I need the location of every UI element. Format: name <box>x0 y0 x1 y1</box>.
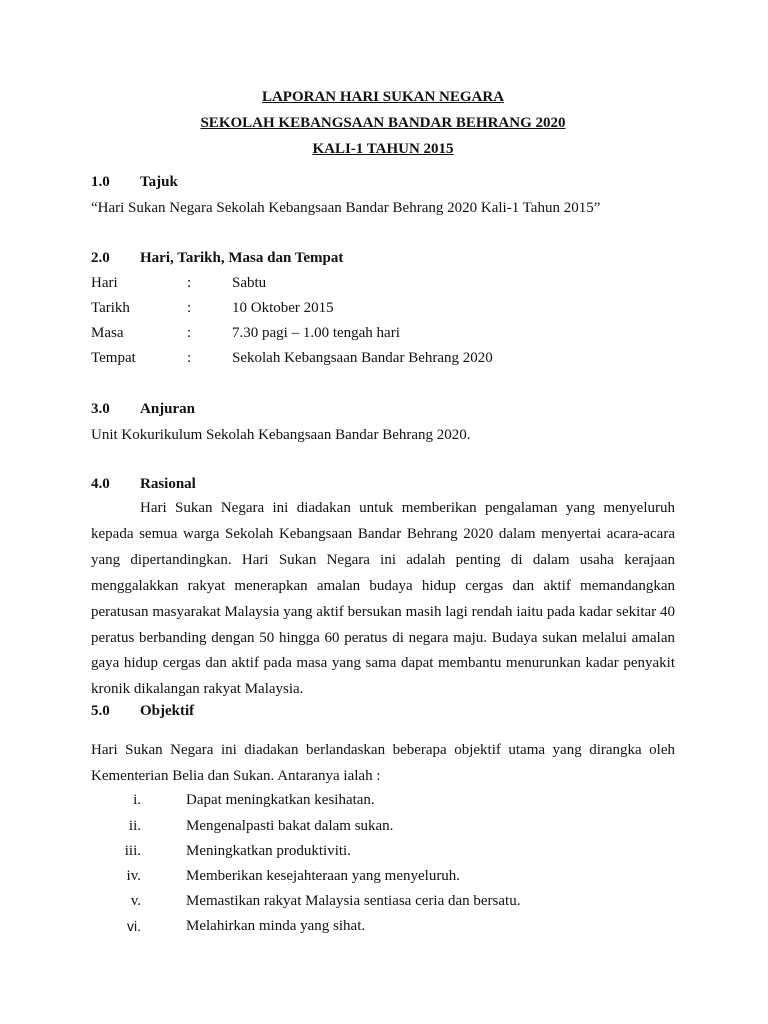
section-heading-hari-tarikh <box>91 248 675 268</box>
section-title: Objektif <box>140 703 195 719</box>
document-title-line-2: SEKOLAH KEBANGSAAN BANDAR BEHRANG 2020 <box>200 115 566 131</box>
info-colon: : <box>187 350 192 366</box>
info-colon: : <box>187 300 192 316</box>
section-heading-objektif <box>91 701 675 721</box>
info-label: Masa <box>91 325 124 341</box>
list-marker: i. <box>133 792 141 808</box>
info-colon: : <box>187 275 192 291</box>
list-marker: vi. <box>127 918 141 934</box>
section-title: Tajuk <box>140 174 178 190</box>
section-number: 4.0 <box>91 476 110 492</box>
section-number: 3.0 <box>91 401 110 417</box>
list-marker: iii. <box>124 843 141 859</box>
section-number: 1.0 <box>91 174 110 190</box>
list-item-text: Memastikan rakyat Malaysia sentiasa ceria dan bersatu. <box>186 893 521 909</box>
info-label: Tempat <box>91 350 136 366</box>
document-title-line-3: KALI-1 TAHUN 2015 <box>312 141 454 157</box>
document-title-line-1: LAPORAN HARI SUKAN NEGARA <box>261 89 505 105</box>
list-item-text: Melahirkan minda yang sihat. <box>186 918 366 934</box>
section-heading-anjuran <box>91 399 675 419</box>
info-label: Hari <box>91 275 118 291</box>
tajuk-text: “Hari Sukan Negara Sekolah Kebangsaan Bandar Behrang 2020 Kali-1 Tahun 2015” <box>91 200 601 216</box>
list-marker: ii. <box>128 818 141 834</box>
info-value: 7.30 pagi – 1.00 tengah hari <box>232 325 400 341</box>
section-title: Rasional <box>140 476 196 492</box>
info-value: Sekolah Kebangsaan Bandar Behrang 2020 <box>232 350 493 366</box>
document-page <box>91 0 675 1024</box>
info-value: 10 Oktober 2015 <box>232 300 334 316</box>
list-item-text: Dapat meningkatkan kesihatan. <box>186 792 375 808</box>
info-colon: : <box>187 325 192 341</box>
objektif-intro: Hari Sukan Negara ini diadakan berlandaskan beberapa objektif utama yang dirangka oleh Kementerian Belia dan Sukan. Antaranya ialah : <box>91 742 675 784</box>
rasional-text: Hari Sukan Negara ini diadakan untuk memberikan pengalaman yang menyeluruh kepada semua warga Sekolah Kebangsaan Bandar Behrang 2020 dalam menyertai acara-acara yang dipertandingkan. Hari Sukan Negara ini adalah penting di dalam usaha kerajaan menggalakkan rakyat menerapkan amalan budaya hidup cergas dan aktif memandangkan peratusan masyarakat Malaysia yang aktif bersukan masih lagi rendah iaitu pada kadar sekitar 40 peratus berbanding dengan 50 hingga 60 peratus di negara maju. Budaya sukan melalui amalan gaya hidup cergas dan aktif pada masa yang sama dapat membantu menurunkan kadar penyakit kronik dikalangan rakyat Malaysia. <box>91 500 675 698</box>
list-item-text: Mengenalpasti bakat dalam sukan. <box>186 818 394 834</box>
rasional-paragraph <box>91 496 675 703</box>
list-marker: v. <box>130 893 141 909</box>
list-marker: iv. <box>126 868 141 884</box>
anjuran-text: Unit Kokurikulum Sekolah Kebangsaan Bandar Behrang 2020. <box>91 427 471 443</box>
info-value: Sabtu <box>232 275 267 291</box>
section-title: Hari, Tarikh, Masa dan Tempat <box>140 250 344 266</box>
section-number: 5.0 <box>91 703 110 719</box>
section-heading-tajuk <box>91 172 675 192</box>
list-item-text: Meningkatkan produktiviti. <box>186 843 351 859</box>
info-label: Tarikh <box>91 300 130 316</box>
list-item-text: Memberikan kesejahteraan yang menyeluruh. <box>186 868 461 884</box>
section-heading-rasional <box>91 474 675 494</box>
section-number: 2.0 <box>91 250 110 266</box>
section-title: Anjuran <box>140 401 196 417</box>
